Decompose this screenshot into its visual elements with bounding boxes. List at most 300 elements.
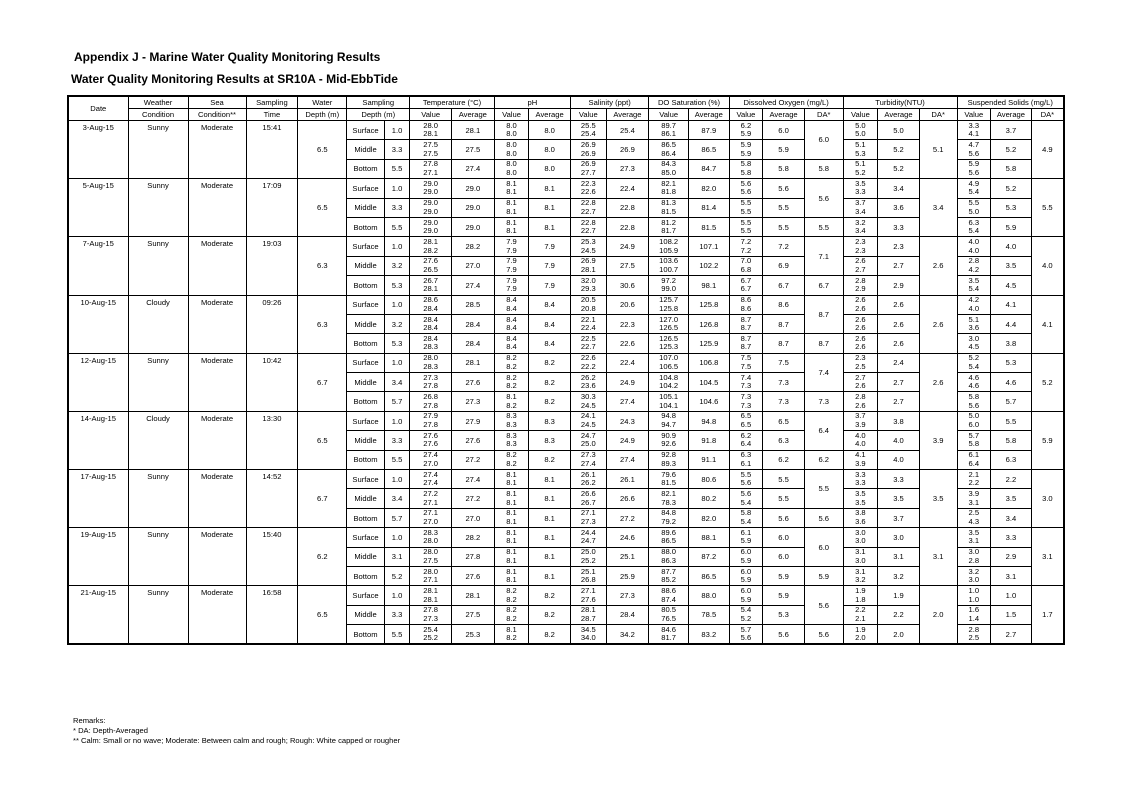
ph-values xyxy=(494,256,529,275)
temperature-values-2: 27.8 xyxy=(423,420,438,430)
ph-values-2: 8.0 xyxy=(506,129,517,139)
ph-values xyxy=(494,586,529,605)
table-row xyxy=(68,237,1064,256)
dissolved-oxygen-values-2: 5.8 xyxy=(740,167,752,177)
suspended-solids-values-1: 5.0 xyxy=(968,411,980,421)
do-saturation-values-1: 88.6 xyxy=(661,585,677,595)
do-saturation-values-2: 86.5 xyxy=(661,536,677,546)
sampling-depth-cell: 5.7 xyxy=(384,392,409,411)
do-saturation-values-1: 86.5 xyxy=(661,139,677,149)
sea-condition-cell: Moderate xyxy=(188,237,246,295)
depth-label-cell: Bottom xyxy=(347,566,385,585)
salinity-average: 22.4 xyxy=(606,179,649,198)
date-cell: 21-Aug-15 xyxy=(68,586,128,644)
dissolved-oxygen-values-2: 5.6 xyxy=(740,478,752,488)
water-depth-cell: 6.5 xyxy=(298,411,347,469)
ph-values xyxy=(494,217,529,236)
ph-values-2: 8.1 xyxy=(506,226,517,236)
temperature-average: 27.4 xyxy=(451,276,494,295)
turbidity-values-2: 2.5 xyxy=(855,361,866,371)
depth-label-cell: Bottom xyxy=(347,450,385,469)
turbidity-average: 2.0 xyxy=(878,625,920,644)
header-do-saturation: DO Saturation (%) xyxy=(649,96,729,109)
turbidity-values xyxy=(843,237,878,256)
salinity-average: 22.6 xyxy=(606,334,649,353)
ph-values-2: 7.9 xyxy=(506,264,517,274)
do-saturation-average: 88.1 xyxy=(688,528,729,547)
turbidity-average: 2.7 xyxy=(878,373,920,392)
suspended-solids-average: 4.0 xyxy=(991,237,1032,256)
ph-average: 8.3 xyxy=(529,411,571,430)
turbidity-values-2: 3.0 xyxy=(855,536,866,546)
ph-values-2: 7.9 xyxy=(506,284,517,294)
salinity-values xyxy=(570,276,606,295)
water-depth-cell: 6.7 xyxy=(298,353,347,411)
salinity-values xyxy=(570,159,606,178)
date-cell: 10-Aug-15 xyxy=(68,295,128,353)
turbidity-values-1: 3.2 xyxy=(855,217,866,227)
salinity-values-1: 25.0 xyxy=(580,547,596,557)
header-average: Average xyxy=(991,109,1032,121)
suspended-solids-values xyxy=(957,373,991,392)
do-saturation-values-2: 99.0 xyxy=(661,284,677,294)
salinity-values xyxy=(570,489,606,508)
suspended-solids-values xyxy=(957,159,991,178)
depth-label-cell: Middle xyxy=(347,431,385,450)
dissolved-oxygen-values-1: 6.0 xyxy=(740,566,752,576)
ph-average: 8.1 xyxy=(529,528,571,547)
weather-cell: Sunny xyxy=(128,121,188,179)
temperature-values xyxy=(410,508,452,527)
salinity-values-1: 24.7 xyxy=(580,430,596,440)
ph-average: 8.2 xyxy=(529,605,571,624)
do-saturation-values-1: 94.8 xyxy=(661,411,677,421)
dissolved-oxygen-average: 6.7 xyxy=(763,276,805,295)
temperature-average: 27.8 xyxy=(451,547,494,566)
header-ph: pH xyxy=(494,96,570,109)
suspended-solids-values-1: 2.1 xyxy=(968,469,980,479)
do-saturation-values xyxy=(649,237,689,256)
temperature-values-1: 28.0 xyxy=(423,353,438,363)
suspended-solids-values-2: 4.6 xyxy=(968,381,980,391)
temperature-values-2: 27.8 xyxy=(423,381,438,391)
dissolved-oxygen-values-2: 5.9 xyxy=(740,575,752,585)
header-value: Value xyxy=(494,109,529,121)
dissolved-oxygen-values-1: 6.3 xyxy=(740,450,752,460)
salinity-average: 22.8 xyxy=(606,217,649,236)
do-saturation-values-2: 79.2 xyxy=(661,517,677,526)
header-average: Average xyxy=(606,109,649,121)
ph-values-1: 8.1 xyxy=(506,198,517,208)
salinity-average: 25.4 xyxy=(606,121,649,140)
sampling-depth-cell: 5.2 xyxy=(384,566,409,585)
turbidity-values xyxy=(843,159,878,178)
suspended-solids-average: 2.2 xyxy=(991,470,1032,489)
suspended-solids-values xyxy=(957,411,991,430)
salinity-average: 22.8 xyxy=(606,198,649,217)
temperature-values-2: 29.0 xyxy=(423,206,438,216)
dissolved-oxygen-values-2: 5.9 xyxy=(740,594,752,604)
dissolved-oxygen-da: 5.5 xyxy=(804,470,843,509)
do-saturation-values-1: 89.6 xyxy=(661,527,677,537)
do-saturation-values xyxy=(649,547,689,566)
suspended-solids-values-2: 4.0 xyxy=(968,245,980,255)
weather-cell: Cloudy xyxy=(128,411,188,469)
sampling-depth-cell: 3.1 xyxy=(384,547,409,566)
date-cell: 19-Aug-15 xyxy=(68,528,128,586)
ph-values-2: 8.1 xyxy=(506,555,517,565)
dissolved-oxygen-values xyxy=(729,373,763,392)
suspended-solids-values xyxy=(957,605,991,624)
do-saturation-values xyxy=(649,295,689,314)
do-saturation-values-1: 89.7 xyxy=(661,120,677,130)
turbidity-values-2: 4.0 xyxy=(855,439,866,449)
dissolved-oxygen-da-bottom: 5.6 xyxy=(804,625,843,644)
dissolved-oxygen-da-bottom: 8.7 xyxy=(804,334,843,353)
table-header xyxy=(68,96,1064,121)
depth-label-cell: Bottom xyxy=(347,159,385,178)
ph-average: 8.2 xyxy=(529,373,571,392)
dissolved-oxygen-values-2: 7.5 xyxy=(740,361,752,371)
salinity-values-2: 26.2 xyxy=(580,478,596,488)
suspended-solids-values xyxy=(957,586,991,605)
salinity-values-1: 24.1 xyxy=(580,411,596,421)
suspended-solids-values-2: 4.3 xyxy=(968,517,980,526)
sampling-depth-cell: 1.0 xyxy=(384,586,409,605)
suspended-solids-values-1: 5.9 xyxy=(968,159,980,169)
depth-label-cell: Middle xyxy=(347,489,385,508)
depth-label-cell: Middle xyxy=(347,605,385,624)
ph-values-2: 7.9 xyxy=(506,245,517,255)
turbidity-da: 2.0 xyxy=(919,586,957,644)
header-suspended-solids: Suspended Solids (mg/L) xyxy=(957,96,1064,109)
dissolved-oxygen-values-2: 7.2 xyxy=(740,245,752,255)
water-depth-cell: 6.5 xyxy=(298,586,347,644)
temperature-values-2: 29.0 xyxy=(423,226,438,236)
ph-values-1: 8.1 xyxy=(506,178,517,188)
do-saturation-values-2: 81.5 xyxy=(661,478,677,488)
do-saturation-average: 94.8 xyxy=(688,411,729,430)
suspended-solids-values-2: 4.5 xyxy=(968,342,980,352)
dissolved-oxygen-average: 7.3 xyxy=(763,373,805,392)
salinity-values xyxy=(570,256,606,275)
suspended-solids-values-2: 2.8 xyxy=(968,555,980,565)
do-saturation-values-2: 85.2 xyxy=(661,575,677,585)
salinity-average: 24.3 xyxy=(606,411,649,430)
temperature-values xyxy=(410,605,452,624)
header-average: Average xyxy=(688,109,729,121)
dissolved-oxygen-da: 6.4 xyxy=(804,411,843,450)
do-saturation-average: 91.8 xyxy=(688,431,729,450)
dissolved-oxygen-da: 6.0 xyxy=(804,528,843,567)
temperature-values-2: 27.1 xyxy=(423,497,438,507)
temperature-average: 25.3 xyxy=(451,625,494,644)
temperature-values-2: 27.1 xyxy=(423,167,438,177)
turbidity-values-1: 2.3 xyxy=(855,353,866,363)
temperature-values xyxy=(410,237,452,256)
depth-label-cell: Surface xyxy=(347,411,385,430)
suspended-solids-values-2: 2.2 xyxy=(968,478,980,488)
dissolved-oxygen-values xyxy=(729,450,763,469)
suspended-solids-values xyxy=(957,121,991,140)
sampling-depth-cell: 3.3 xyxy=(384,431,409,450)
header-value: Value xyxy=(729,109,763,121)
salinity-values-2: 27.7 xyxy=(580,167,596,177)
ph-values-2: 8.1 xyxy=(506,517,517,526)
turbidity-values-2: 3.3 xyxy=(855,187,866,197)
do-saturation-average: 82.0 xyxy=(688,508,729,527)
suspended-solids-values-1: 5.2 xyxy=(968,353,980,363)
do-saturation-average: 82.0 xyxy=(688,179,729,198)
ph-average: 8.2 xyxy=(529,625,571,644)
temperature-values-2: 25.2 xyxy=(423,633,438,643)
dissolved-oxygen-values xyxy=(729,179,763,198)
dissolved-oxygen-da: 7.4 xyxy=(804,353,843,392)
suspended-solids-values xyxy=(957,528,991,547)
ph-values-1: 8.1 xyxy=(506,547,517,557)
ph-values-1: 8.1 xyxy=(506,527,517,537)
turbidity-values-2: 2.6 xyxy=(855,303,866,313)
temperature-average: 27.2 xyxy=(451,450,494,469)
turbidity-average: 5.2 xyxy=(878,140,920,159)
salinity-values-2: 22.7 xyxy=(580,226,596,236)
dissolved-oxygen-values-2: 5.9 xyxy=(740,129,752,139)
salinity-values xyxy=(570,566,606,585)
suspended-solids-values xyxy=(957,625,991,644)
ph-average: 8.1 xyxy=(529,566,571,585)
turbidity-values-2: 5.3 xyxy=(855,148,866,158)
dissolved-oxygen-da-bottom: 5.8 xyxy=(804,159,843,178)
turbidity-values-1: 3.1 xyxy=(855,547,866,557)
salinity-values-1: 26.2 xyxy=(580,372,596,382)
salinity-values-1: 32.0 xyxy=(580,275,596,285)
depth-label-cell: Surface xyxy=(347,237,385,256)
ph-average: 8.1 xyxy=(529,198,571,217)
dissolved-oxygen-values xyxy=(729,334,763,353)
turbidity-average: 5.2 xyxy=(878,159,920,178)
table-title: Water Quality Monitoring Results at SR10A - Mid-EbbTide xyxy=(71,72,398,86)
ph-average: 8.2 xyxy=(529,353,571,372)
suspended-solids-average: 4.4 xyxy=(991,314,1032,333)
do-saturation-values xyxy=(649,121,689,140)
do-saturation-average: 87.2 xyxy=(688,547,729,566)
ph-values xyxy=(494,508,529,527)
salinity-values xyxy=(570,217,606,236)
do-saturation-average: 88.0 xyxy=(688,586,729,605)
turbidity-da: 2.6 xyxy=(919,353,957,411)
dissolved-oxygen-values-2: 5.5 xyxy=(740,226,752,236)
do-saturation-values-2: 81.5 xyxy=(661,206,677,216)
dissolved-oxygen-values-2: 8.6 xyxy=(740,303,752,313)
temperature-values-1: 28.1 xyxy=(423,585,438,595)
temperature-values xyxy=(410,256,452,275)
suspended-solids-values-2: 4.1 xyxy=(968,129,980,139)
salinity-values xyxy=(570,450,606,469)
header-temperature: Temperature (°C) xyxy=(410,96,494,109)
sampling-depth-cell: 5.5 xyxy=(384,159,409,178)
table-row xyxy=(68,353,1064,372)
dissolved-oxygen-values xyxy=(729,566,763,585)
suspended-solids-values-2: 5.6 xyxy=(968,167,980,177)
date-cell: 5-Aug-15 xyxy=(68,179,128,237)
dissolved-oxygen-da: 7.1 xyxy=(804,237,843,276)
salinity-average: 30.6 xyxy=(606,276,649,295)
do-saturation-values-1: 108.2 xyxy=(659,236,679,246)
do-saturation-average: 86.5 xyxy=(688,140,729,159)
suspended-solids-da: 5.9 xyxy=(1031,411,1064,469)
dissolved-oxygen-values-1: 7.0 xyxy=(740,256,752,266)
sampling-time-cell: 10:42 xyxy=(246,353,298,411)
ph-average: 8.3 xyxy=(529,431,571,450)
header-value: Value xyxy=(410,109,452,121)
ph-values xyxy=(494,121,529,140)
suspended-solids-values-2: 5.8 xyxy=(968,439,980,449)
do-saturation-average: 84.7 xyxy=(688,159,729,178)
depth-label-cell: Surface xyxy=(347,295,385,314)
temperature-average: 27.0 xyxy=(451,508,494,527)
temperature-values xyxy=(410,392,452,411)
depth-label-cell: Bottom xyxy=(347,276,385,295)
dissolved-oxygen-values-1: 5.5 xyxy=(740,198,752,208)
dissolved-oxygen-values-2: 5.5 xyxy=(740,206,752,216)
sampling-time-cell: 14:52 xyxy=(246,470,298,528)
sea-condition-cell: Moderate xyxy=(188,411,246,469)
ph-values xyxy=(494,314,529,333)
turbidity-average: 1.9 xyxy=(878,586,920,605)
turbidity-values-2: 2.7 xyxy=(855,264,866,274)
ph-values-1: 8.2 xyxy=(506,450,517,460)
depth-label-cell: Surface xyxy=(347,528,385,547)
suspended-solids-average: 5.8 xyxy=(991,431,1032,450)
depth-label-cell: Middle xyxy=(347,140,385,159)
ph-values-1: 8.3 xyxy=(506,411,517,421)
salinity-values-1: 34.5 xyxy=(580,624,596,634)
dissolved-oxygen-values xyxy=(729,314,763,333)
salinity-average: 26.1 xyxy=(606,470,649,489)
turbidity-values xyxy=(843,625,878,644)
ph-average: 8.4 xyxy=(529,295,571,314)
temperature-values-2: 27.0 xyxy=(423,458,438,468)
suspended-solids-da: 4.9 xyxy=(1031,121,1064,179)
temperature-values-1: 27.6 xyxy=(423,256,438,266)
turbidity-values xyxy=(843,450,878,469)
temperature-average: 27.6 xyxy=(451,373,494,392)
suspended-solids-values xyxy=(957,334,991,353)
temperature-average: 27.4 xyxy=(451,470,494,489)
dissolved-oxygen-values-1: 8.6 xyxy=(740,295,752,305)
dissolved-oxygen-average: 5.5 xyxy=(763,470,805,489)
dissolved-oxygen-values xyxy=(729,411,763,430)
turbidity-average: 3.3 xyxy=(878,470,920,489)
salinity-average: 25.9 xyxy=(606,566,649,585)
dissolved-oxygen-values-1: 6.2 xyxy=(740,430,752,440)
suspended-solids-values xyxy=(957,237,991,256)
ph-values-2: 8.1 xyxy=(506,206,517,216)
temperature-values-1: 28.4 xyxy=(423,333,438,343)
salinity-values-1: 25.5 xyxy=(580,120,596,130)
ph-values-2: 8.1 xyxy=(506,575,517,585)
turbidity-values-1: 4.0 xyxy=(855,430,866,440)
dissolved-oxygen-values xyxy=(729,140,763,159)
suspended-solids-values-1: 4.7 xyxy=(968,139,980,149)
temperature-values-1: 28.4 xyxy=(423,314,438,324)
weather-cell: Sunny xyxy=(128,353,188,411)
date-cell: 14-Aug-15 xyxy=(68,411,128,469)
sampling-depth-cell: 1.0 xyxy=(384,179,409,198)
dissolved-oxygen-da-bottom: 5.5 xyxy=(804,217,843,236)
turbidity-da: 3.9 xyxy=(919,411,957,469)
dissolved-oxygen-da: 5.6 xyxy=(804,586,843,625)
temperature-average: 27.6 xyxy=(451,566,494,585)
do-saturation-values-2: 87.4 xyxy=(661,594,677,604)
do-saturation-values-2: 76.5 xyxy=(661,613,677,623)
dissolved-oxygen-values-2: 7.3 xyxy=(740,381,752,391)
salinity-values-1: 26.1 xyxy=(580,469,596,479)
temperature-values xyxy=(410,353,452,372)
turbidity-values-2: 5.0 xyxy=(855,129,866,139)
remarks-da-note: * DA: Depth-Averaged xyxy=(73,726,148,735)
date-cell: 12-Aug-15 xyxy=(68,353,128,411)
do-saturation-values-1: 81.3 xyxy=(661,198,677,208)
sea-condition-cell: Moderate xyxy=(188,470,246,528)
do-saturation-values xyxy=(649,411,689,430)
temperature-average: 28.4 xyxy=(451,334,494,353)
temperature-values-1: 26.8 xyxy=(423,392,438,402)
salinity-values-2: 27.3 xyxy=(580,517,596,526)
header-turbidity: Turbidity(NTU) xyxy=(843,96,957,109)
salinity-values-1: 26.9 xyxy=(580,139,596,149)
do-saturation-values-1: 84.3 xyxy=(661,159,677,169)
turbidity-values-2: 3.4 xyxy=(855,206,866,216)
ph-values-2: 8.1 xyxy=(506,536,517,546)
ph-values-2: 8.2 xyxy=(506,361,517,371)
temperature-average: 28.1 xyxy=(451,353,494,372)
suspended-solids-values-2: 5.4 xyxy=(968,284,980,294)
table-row xyxy=(68,121,1064,140)
dissolved-oxygen-average: 8.7 xyxy=(763,314,805,333)
water-depth-cell: 6.5 xyxy=(298,121,347,179)
do-saturation-values xyxy=(649,508,689,527)
header-water-depth: Water xyxy=(298,96,347,109)
turbidity-average: 2.6 xyxy=(878,314,920,333)
dissolved-oxygen-average: 5.8 xyxy=(763,159,805,178)
turbidity-average: 3.7 xyxy=(878,508,920,527)
suspended-solids-average: 3.3 xyxy=(991,528,1032,547)
weather-cell: Sunny xyxy=(128,179,188,237)
do-saturation-values-2: 81.7 xyxy=(661,226,677,236)
turbidity-average: 2.4 xyxy=(878,353,920,372)
salinity-values-1: 24.4 xyxy=(580,527,596,537)
dissolved-oxygen-average: 6.5 xyxy=(763,411,805,430)
sampling-depth-cell: 1.0 xyxy=(384,353,409,372)
ph-average: 7.9 xyxy=(529,256,571,275)
turbidity-values-2: 3.2 xyxy=(855,575,866,585)
dissolved-oxygen-values-1: 5.7 xyxy=(740,624,752,634)
dissolved-oxygen-values-1: 5.9 xyxy=(740,139,752,149)
turbidity-values xyxy=(843,431,878,450)
suspended-solids-values xyxy=(957,566,991,585)
do-saturation-values xyxy=(649,392,689,411)
sampling-depth-cell: 5.5 xyxy=(384,625,409,644)
turbidity-values xyxy=(843,295,878,314)
suspended-solids-values xyxy=(957,179,991,198)
salinity-average: 22.4 xyxy=(606,353,649,372)
suspended-solids-values-2: 5.4 xyxy=(968,361,980,371)
header-dissolved-oxygen: Dissolved Oxygen (mg/L) xyxy=(729,96,843,109)
do-saturation-values xyxy=(649,586,689,605)
do-saturation-values-1: 79.6 xyxy=(661,469,677,479)
temperature-values xyxy=(410,314,452,333)
